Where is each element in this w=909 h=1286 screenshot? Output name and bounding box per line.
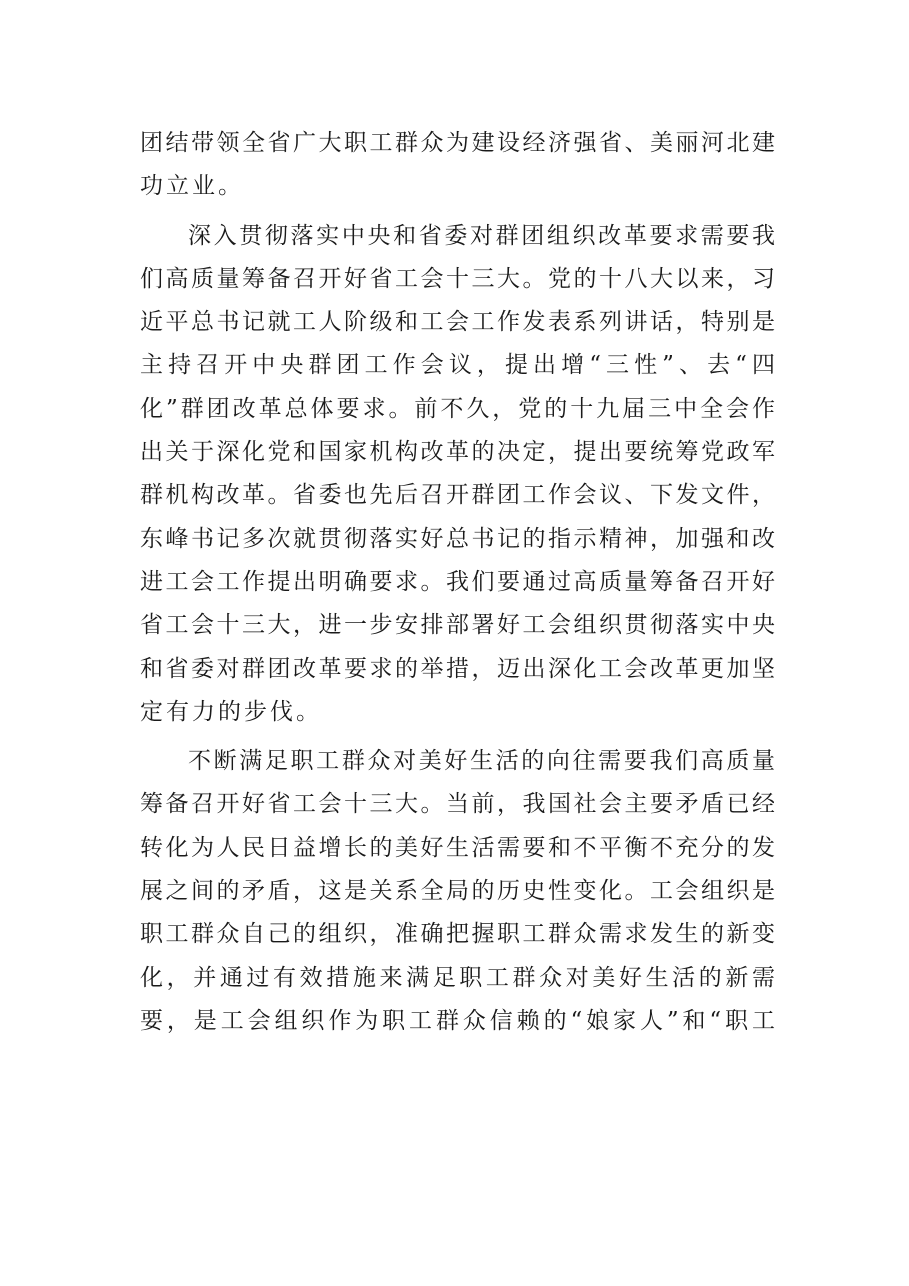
text-line: 职工群众自己的组织，准确把握职工群众需求发生的新变 [140,921,775,948]
paragraph-3 [140,740,775,1043]
text-line: 团结带领全省广大职工群众为建设经济强省、美丽河北建 [140,130,775,156]
text-line: 群机构改革。省委也先后召开群团工作会议、下发文件， [140,482,775,509]
paragraph-2 [140,215,775,735]
text-line: 不断满足职工群众对美好生活的向往需要我们高质量 [188,748,775,775]
text-line: 近平总书记就工人阶级和工会工作发表系列讲话，特别是 [140,309,775,336]
text-line: 化”群团改革总体要求。前不久，党的十九届三中全会作 [140,395,775,422]
text-line: 深入贯彻落实中央和省委对群团组织改革要求需要我 [188,222,775,249]
text-line: 定有力的步伐。 [140,698,322,725]
paragraph-1 [140,122,775,209]
document-body [140,122,775,1043]
text-line: 省工会十三大，进一步安排部署好工会组织贯彻落实中央 [140,612,775,639]
text-line: 东峰书记多次就贯彻落实好总书记的指示精神，加强和改 [140,525,775,552]
text-line: 化，并通过有效措施来满足职工群众对美好生活的新需 [140,964,775,991]
text-line: 和省委对群团改革要求的举措，迈出深化工会改革更加坚 [140,655,775,682]
text-line: 出关于深化党和国家机构改革的决定，提出要统筹党政军 [140,439,775,466]
text-line: 展之间的矛盾，这是关系全局的历史性变化。工会组织是 [140,878,775,905]
text-line: 筹备召开好省工会十三大。当前，我国社会主要矛盾已经 [140,791,775,818]
text-line: 功立业。 [140,173,244,200]
text-line: 进工会工作提出明确要求。我们要通过高质量筹备召开好 [140,568,775,595]
text-line: 主持召开中央群团工作会议，提出增“三性”、去“四 [140,352,775,379]
text-line: 转化为人民日益增长的美好生活需要和不平衡不充分的发 [140,834,775,861]
text-line: 要，是工会组织作为职工群众信赖的“娘家人”和“职工 [140,1007,775,1034]
text-line: 们高质量筹备召开好省工会十三大。党的十八大以来，习 [140,265,775,292]
